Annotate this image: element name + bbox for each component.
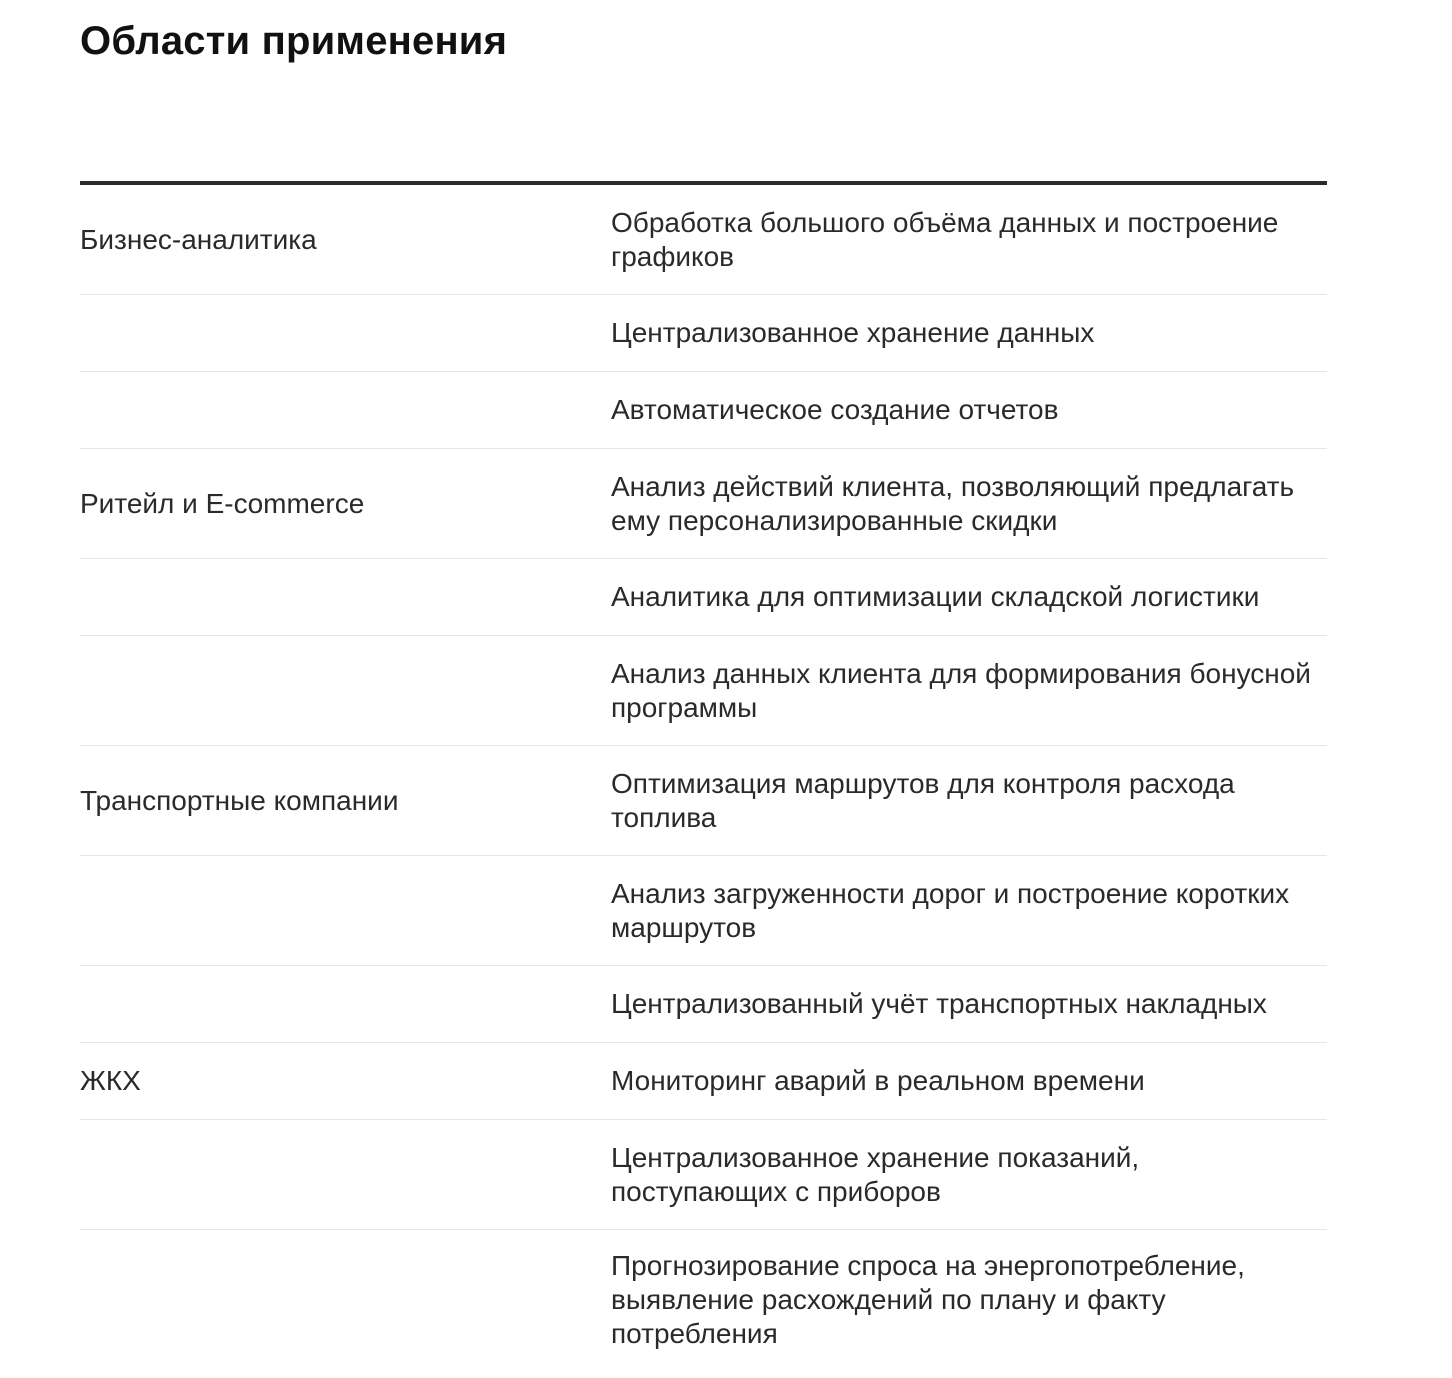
- description-cell: Централизованный учёт транспортных накладных: [611, 988, 1267, 1019]
- category-cell: ЖКХ: [80, 1065, 141, 1096]
- table-row: [80, 1230, 1327, 1370]
- description-cell: Анализ данных клиента для формирования бонусной программы: [611, 657, 1311, 723]
- table-row: [80, 295, 1327, 372]
- category-cell: Бизнес-аналитика: [80, 223, 317, 255]
- category-cell: Ритейл и E-commerce: [80, 487, 365, 519]
- description-cell: Автоматическое создание отчетов: [611, 394, 1059, 425]
- description-cell: Оптимизация маршрутов для контроля расхода топлива: [611, 767, 1235, 833]
- table-row: [80, 559, 1327, 636]
- description-cell: Мониторинг аварий в реальном времени: [611, 1065, 1145, 1096]
- application-areas-table: [80, 181, 1327, 1370]
- description-cell: Централизованное хранение показаний, поступающих с приборов: [611, 1141, 1140, 1207]
- description-cell: Анализ загруженности дорог и построение коротких маршрутов: [611, 877, 1290, 943]
- table-row: [80, 449, 1327, 559]
- description-cell: Обработка большого объёма данных и построение графиков: [611, 206, 1279, 272]
- description-cell: Прогнозирование спроса на энергопотребление, выявление расхождений по плану и факту потребления: [611, 1250, 1245, 1349]
- application-areas-section: [80, 0, 1327, 1349]
- category-cell: Транспортные компании: [80, 784, 399, 816]
- page-title: Области применения: [80, 19, 508, 63]
- table-row: [80, 856, 1327, 966]
- description-cell: Централизованное хранение данных: [611, 317, 1095, 348]
- table-row: [80, 372, 1327, 449]
- description-cell: Аналитика для оптимизации складской логистики: [611, 581, 1260, 612]
- table-row: [80, 1120, 1327, 1230]
- table-row: [80, 746, 1327, 856]
- table-row: [80, 185, 1327, 295]
- description-cell: Анализ действий клиента, позволяющий предлагать ему персонализированные скидки: [611, 470, 1295, 536]
- table-row: [80, 636, 1327, 746]
- table-row: [80, 966, 1327, 1043]
- table-row: [80, 1043, 1327, 1120]
